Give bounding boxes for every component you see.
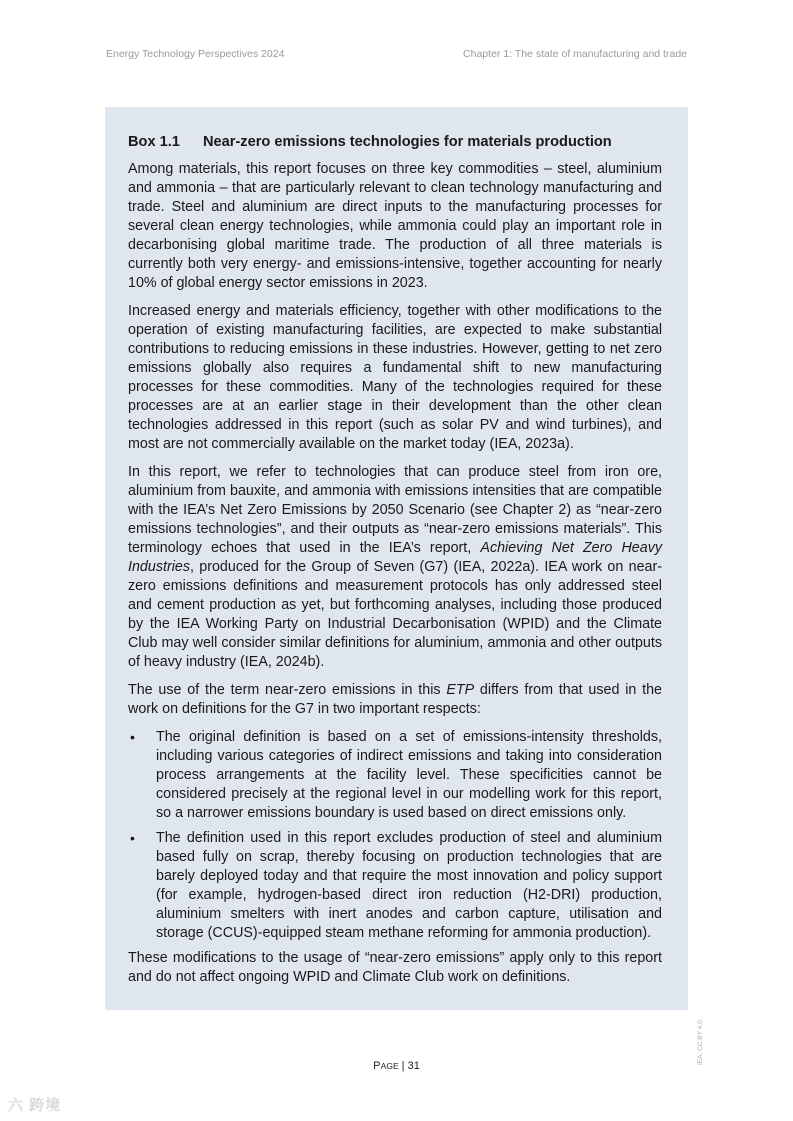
bullet-text: The definition used in this report excludes production of steel and aluminium based fully on scrap, thereby focusing on production technologies that are barely deployed today and that require the most innovation and policy support (for example, hydrogen-based direct iron reduction (H2-DRI) production, aluminium smelters with inert anodes and carbon capture, utilisation and storage (CCUS)-equipped steam methane reforming for ammonia production). [156,830,662,941]
bullet-icon: • [130,830,135,846]
page-label-rest: AGE [380,1061,399,1071]
box-title-text: Near-zero emissions technologies for materials production [203,134,612,150]
paragraph-3-part-a: In this report, we refer to technologies that can produce steel from iron ore, aluminium from bauxite, and ammonia with emissions intensities that are compatible with the IEA’s Net Zero Emissions by 2050 Scenario (see Chapter 2) as “near-zero emissions technologies”, and their outputs as “near-zero emissions materials”. This terminology echoes that used in the IEA’s report, [128,464,662,556]
list-item [128,829,662,943]
running-header-left: Energy Technology Perspectives 2024 [106,48,285,60]
box-title [128,133,662,151]
list-item [128,728,662,823]
bullet-text: The original definition is based on a set of emissions-intensity thresholds, including various categories of indirect emissions and taking into consideration process arrangements at the facility level. These specificities cannot be considered precisely at the regional level in our modelling work for this report, so a narrower emissions boundary is used based on direct emissions only. [156,729,662,821]
watermark: 六 跨境 [8,1097,62,1114]
paragraph-3-part-b: , produced for the Group of Seven (G7) (IEA, 2022a). IEA work on near-zero emissions definitions and measurement protocols has only addressed steel and cement production as yet, but forthcoming analyses, including those produced by the IEA Working Party on Industrial Decarbonisation (WPID) and the Climate Club may well consider similar definitions for aluminium, ammonia and other outputs of heavy industry (IEA, 2024b). [128,559,662,670]
page-number: 31 [407,1060,420,1072]
page-label-first: P [373,1060,381,1072]
etp-italic: ETP [446,682,475,698]
paragraph-3 [128,463,662,672]
paragraph-4-part-b: differs from that used in the work on definitions for the G7 in two important respects: [128,682,663,717]
license-label: IEA. CC BY 4.0. [697,1018,704,1065]
paragraph-5: These modifications to the usage of “near-zero emissions” apply only to this report and do not affect ongoing WPID and Climate Club work on definitions. [128,950,662,985]
bullet-icon: • [130,729,135,745]
paragraph-1: Among materials, this report focuses on three key commodities – steel, aluminium and ammonia – that are particularly relevant to clean technology manufacturing and trade. Steel and aluminium are direct inputs to the manufacturing processes for several clean energy technologies, while ammonia could play an important role in decarbonising global maritime trade. The production of all three materials is currently both very energy- and emissions-intensive, together accounting for nearly 10% of global energy sector emissions in 2023. [128,161,662,291]
box-1-1 [105,107,688,1010]
paragraph-4 [128,681,662,719]
paragraph-2: Increased energy and materials efficiency, together with other modifications to the operation of existing manufacturing facilities, are expected to make substantial contributions to reducing emissions in these industries. However, getting to net zero emissions globally also requires a fundamental shift to new manufacturing processes for these commodities. Many of the technologies required for these processes are at an earlier stage in their development than the other clean technologies addressed in this report (such as solar PV and wind turbines), and most are not commercially available on the market today (IEA, 2023a). [128,303,662,452]
report-title-italic: Achieving Net Zero Heavy Industries [128,540,663,575]
page-separator: | [398,1060,408,1072]
box-number: Box 1.1 [128,134,180,150]
running-header-right: Chapter 1: The state of manufacturing and trade [463,48,687,60]
bullet-list [128,728,662,943]
page-footer [0,1060,793,1072]
paragraph-4-part-a: The use of the term near-zero emissions in this [128,682,447,698]
